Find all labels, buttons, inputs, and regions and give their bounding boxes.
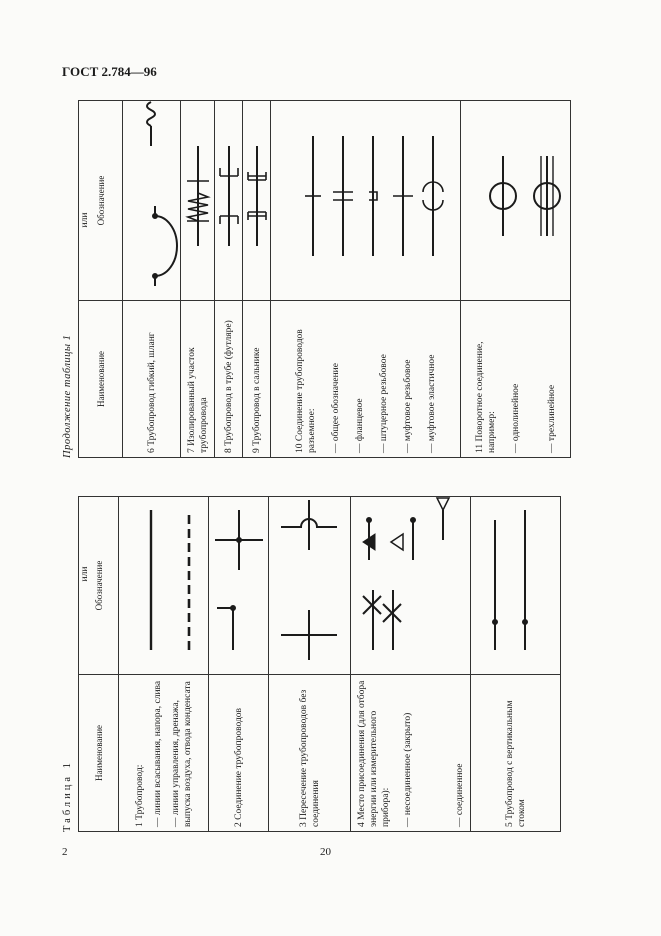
side-mark: 2 xyxy=(62,846,68,858)
table-row xyxy=(181,101,215,458)
left-col-name-header: Наименование xyxy=(79,675,119,832)
left-col-symbol-header: Обозначение xyxy=(79,497,119,675)
table-row xyxy=(215,101,243,458)
table-row xyxy=(243,101,271,458)
flexible-hose-symbol xyxy=(125,96,179,296)
table-row xyxy=(471,497,561,832)
row-label: — муфтовое резьбовое xyxy=(402,359,413,453)
row-label: 2 Соединение трубопроводов xyxy=(209,675,269,832)
table-row xyxy=(209,497,269,832)
detachable-connection-symbols xyxy=(273,96,459,296)
row-label: 9 Трубопровод в сальнике xyxy=(243,301,271,458)
table-row xyxy=(351,497,471,832)
row-label: 7 Изолированный участок трубопровода xyxy=(181,301,215,458)
row-label: — трехлинейное xyxy=(546,384,557,453)
pipe-junction-symbol xyxy=(211,490,267,670)
row-label: 11 Поворотное соединение, например: xyxy=(474,341,497,453)
row-label: — фланцевое xyxy=(354,398,365,453)
right-table-block xyxy=(62,98,602,458)
row-label: 4 Место присоединения (для отбора энергии или измерительного прибора): xyxy=(356,680,391,827)
row-label: 5 Трубопровод с вертикальным стоком xyxy=(471,675,561,832)
connection-point-symbols xyxy=(353,490,469,670)
page-number: 20 xyxy=(320,846,331,858)
or-label: или xyxy=(79,212,90,228)
left-table-block xyxy=(62,482,622,832)
pipe-in-gland-symbol xyxy=(244,96,270,296)
row-label: 10 Соединение трубопроводов разъемное: xyxy=(294,329,317,453)
pipeline-lines-symbol xyxy=(121,490,207,670)
row-label: 8 Трубопровод в трубе (футляре) xyxy=(215,301,243,458)
row-label: — штуцерное резьбовое xyxy=(378,354,389,453)
row-label: — линии управления, дренажа, выпуска воздуха, отвода конденсата xyxy=(170,681,193,827)
table-row xyxy=(271,101,461,458)
pipe-in-sleeve-symbol xyxy=(216,96,242,296)
row-label: 3 Пересечение трубопроводов без соединения xyxy=(269,675,351,832)
table-row xyxy=(461,101,571,458)
right-table-caption: Продолжение таблицы 1 xyxy=(62,334,73,458)
table-row xyxy=(269,497,351,832)
insulated-section-symbol xyxy=(183,96,213,296)
row-label: — линии всасывания, напора, слива xyxy=(152,680,163,827)
table-row xyxy=(119,497,209,832)
rotary-connection-symbols xyxy=(463,96,569,296)
or-label: или xyxy=(79,566,90,582)
left-table-caption: Таблица 1 xyxy=(62,760,73,832)
row-label: — несоединенное (закрыто) xyxy=(402,712,413,827)
document-code: ГОСТ 2.784—96 xyxy=(62,64,157,79)
row-label: — однолинейное xyxy=(510,383,521,453)
right-table xyxy=(78,100,571,458)
row-label: — муфтовое эластичное xyxy=(426,354,437,453)
row-label: 1 Трубопровод: xyxy=(134,764,145,827)
row-label: — соединенное xyxy=(454,763,465,827)
row-label: — общее обозначение xyxy=(330,363,341,453)
row-label: 6 Трубопровод гибкий, шланг xyxy=(123,301,181,458)
table-row xyxy=(123,101,181,458)
left-table xyxy=(78,496,561,832)
vertical-drain-symbol xyxy=(473,490,559,670)
pipe-crossing-symbol xyxy=(271,490,349,670)
right-col-name-header: Наименование xyxy=(79,301,123,458)
right-col-symbol-header: Обозначение xyxy=(79,101,123,301)
